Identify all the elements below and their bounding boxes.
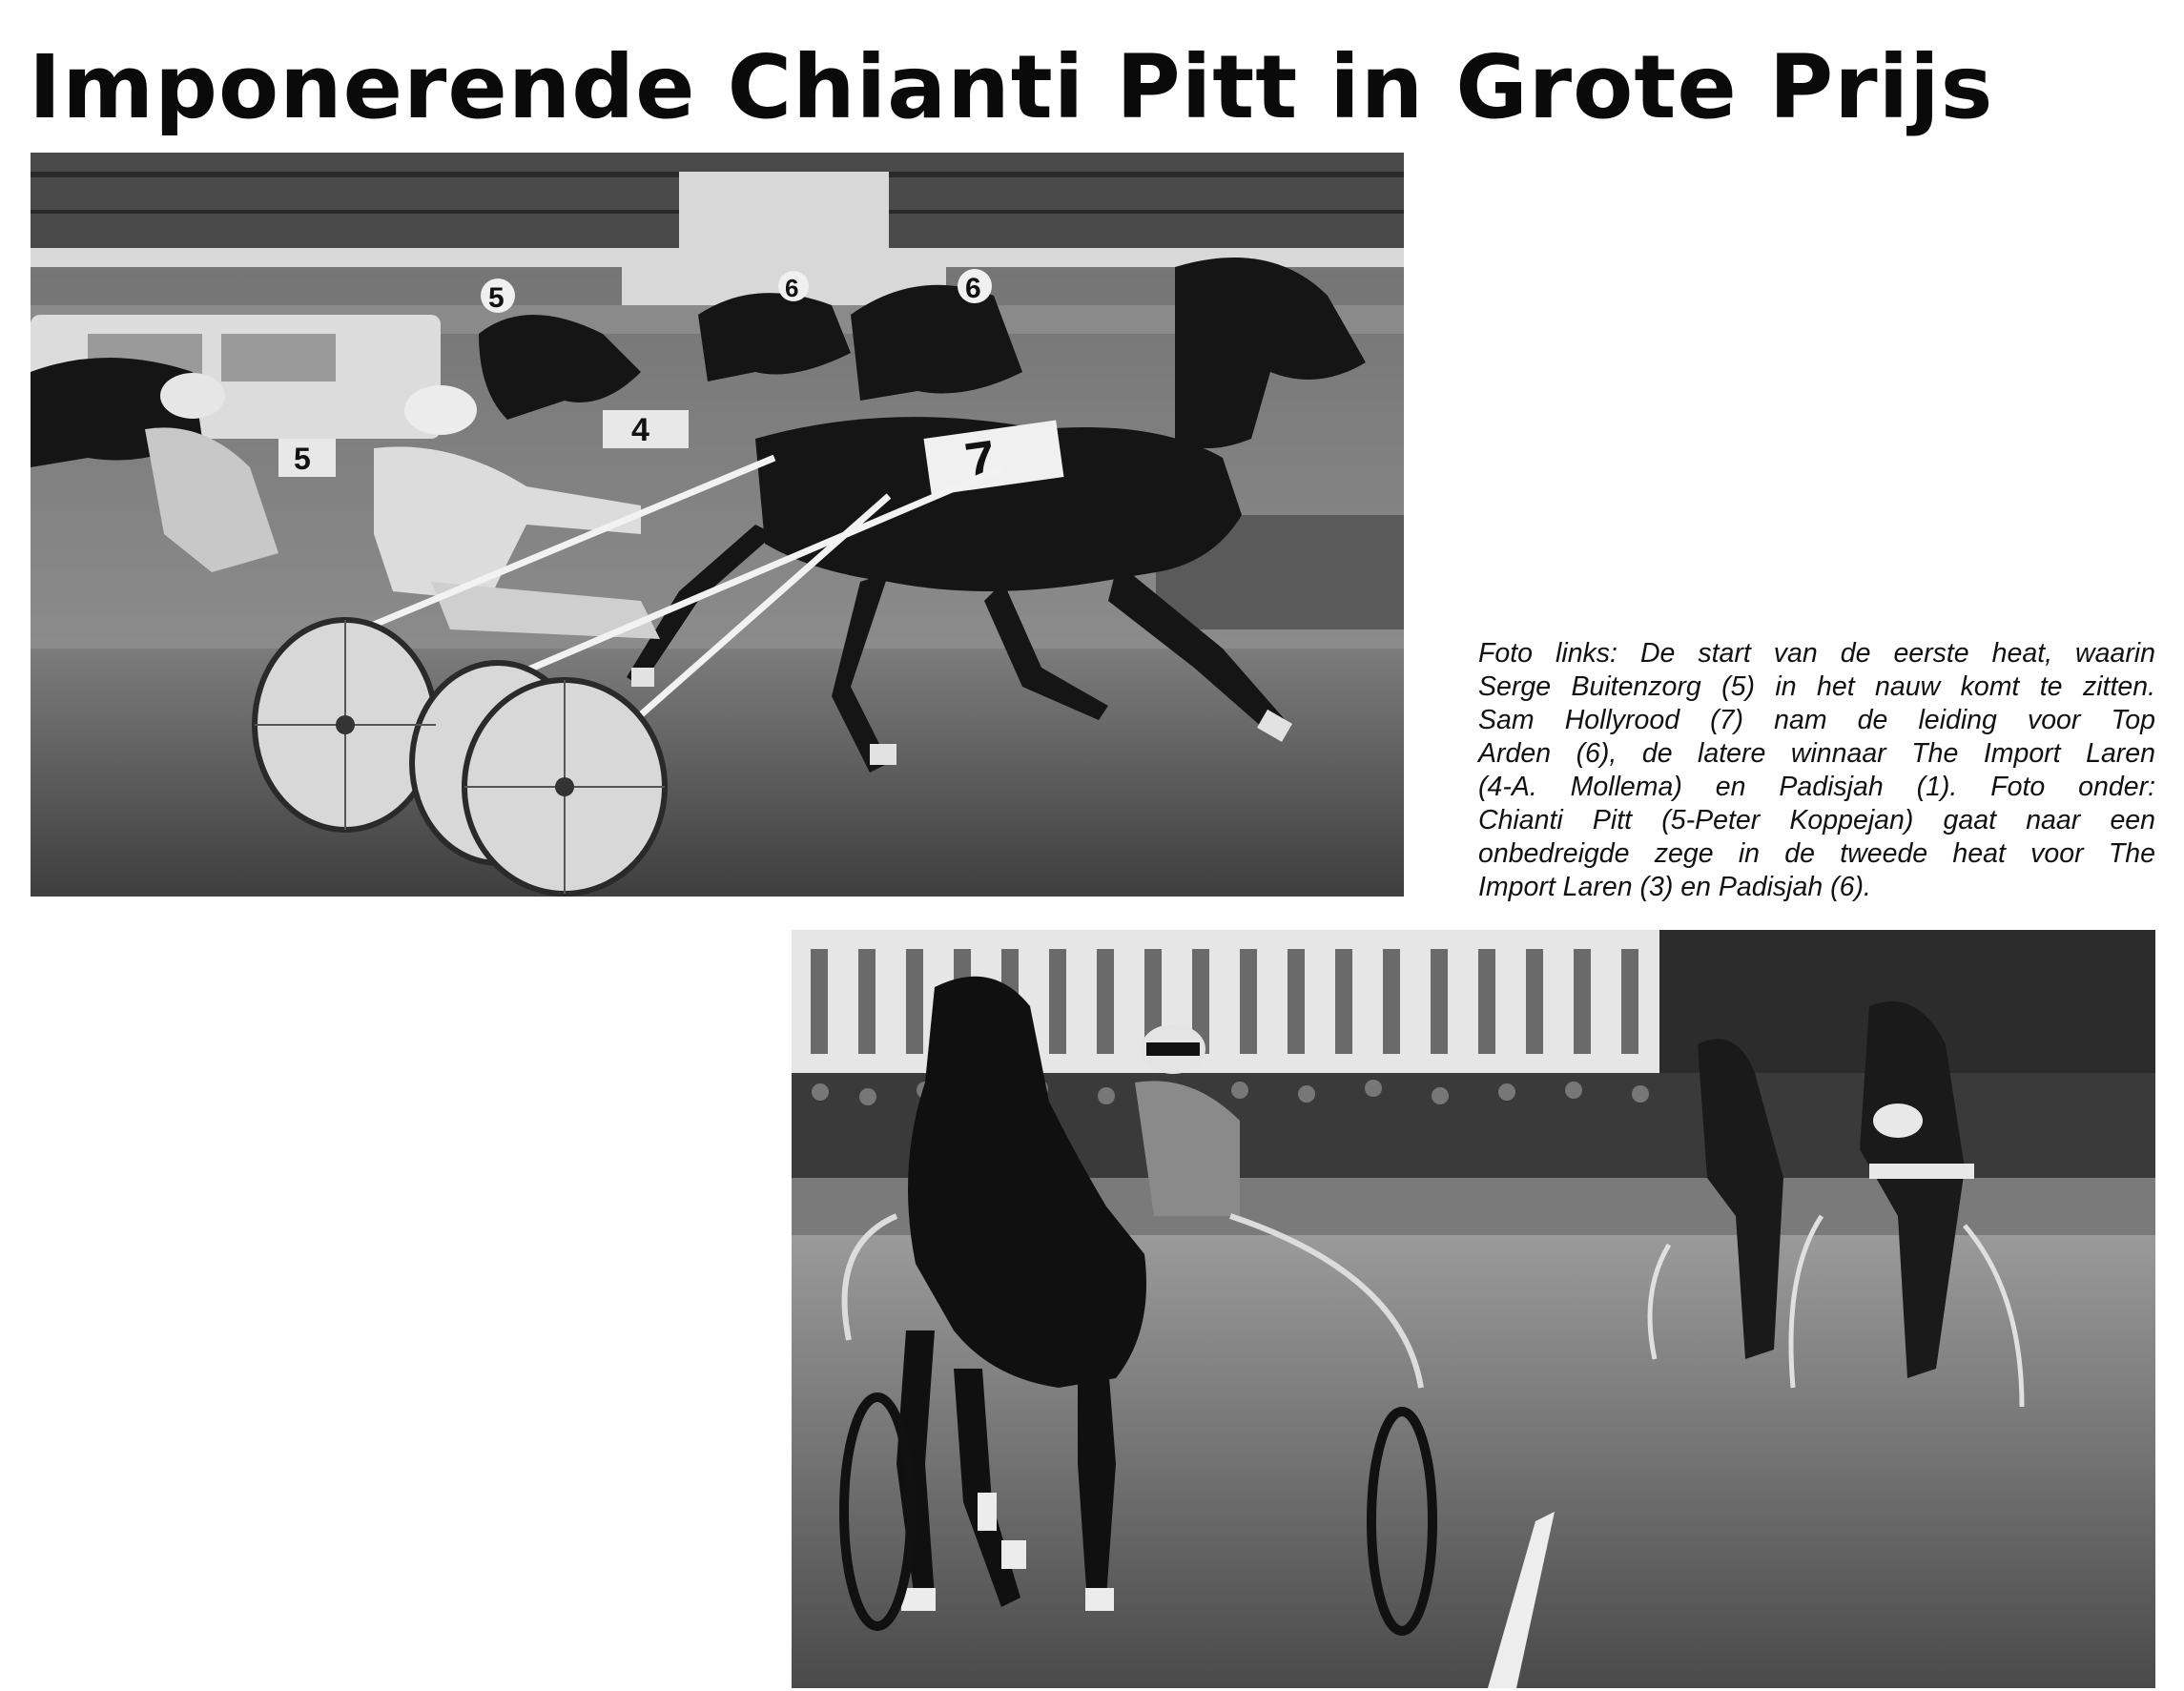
photo-caption [1478,637,2155,904]
saddlecloth-number-4: 4 [631,412,649,448]
bridle-number-6b: 6 [785,274,799,302]
saddlecloth-number-5: 5 [294,442,311,476]
headline: Imponerende Chianti Pitt in Grote Prijs [29,36,1994,138]
bridle-number-5: 5 [488,282,505,314]
caption-line: Arden (6), de latere winnaar The Import Laren [1478,738,2155,769]
caption-line: Chianti Pitt (5-Peter Koppejan) gaat naar een [1478,805,2155,835]
caption-line: (4-A. Mollema) en Padisjah (1). Foto onder: [1478,772,2155,802]
photo-second-heat [792,930,2155,1688]
caption-line: Import Laren (3) en Padisjah (6). [1478,872,1871,902]
caption-line: Foto links: De start van de eerste heat, waarin [1478,638,2155,669]
photo-race-start [31,153,1404,897]
caption-line: onbedreigde zege in de tweede heat voor The [1478,838,2155,869]
caption-line: Serge Buitenzorg (5) in het nauw komt te zitten. [1478,671,2155,702]
bridle-number-6: 6 [965,273,981,304]
saddlecloth-number-7: 7 [960,428,999,492]
caption-line: Sam Hollyrood (7) nam de leiding voor Top [1478,705,2155,735]
